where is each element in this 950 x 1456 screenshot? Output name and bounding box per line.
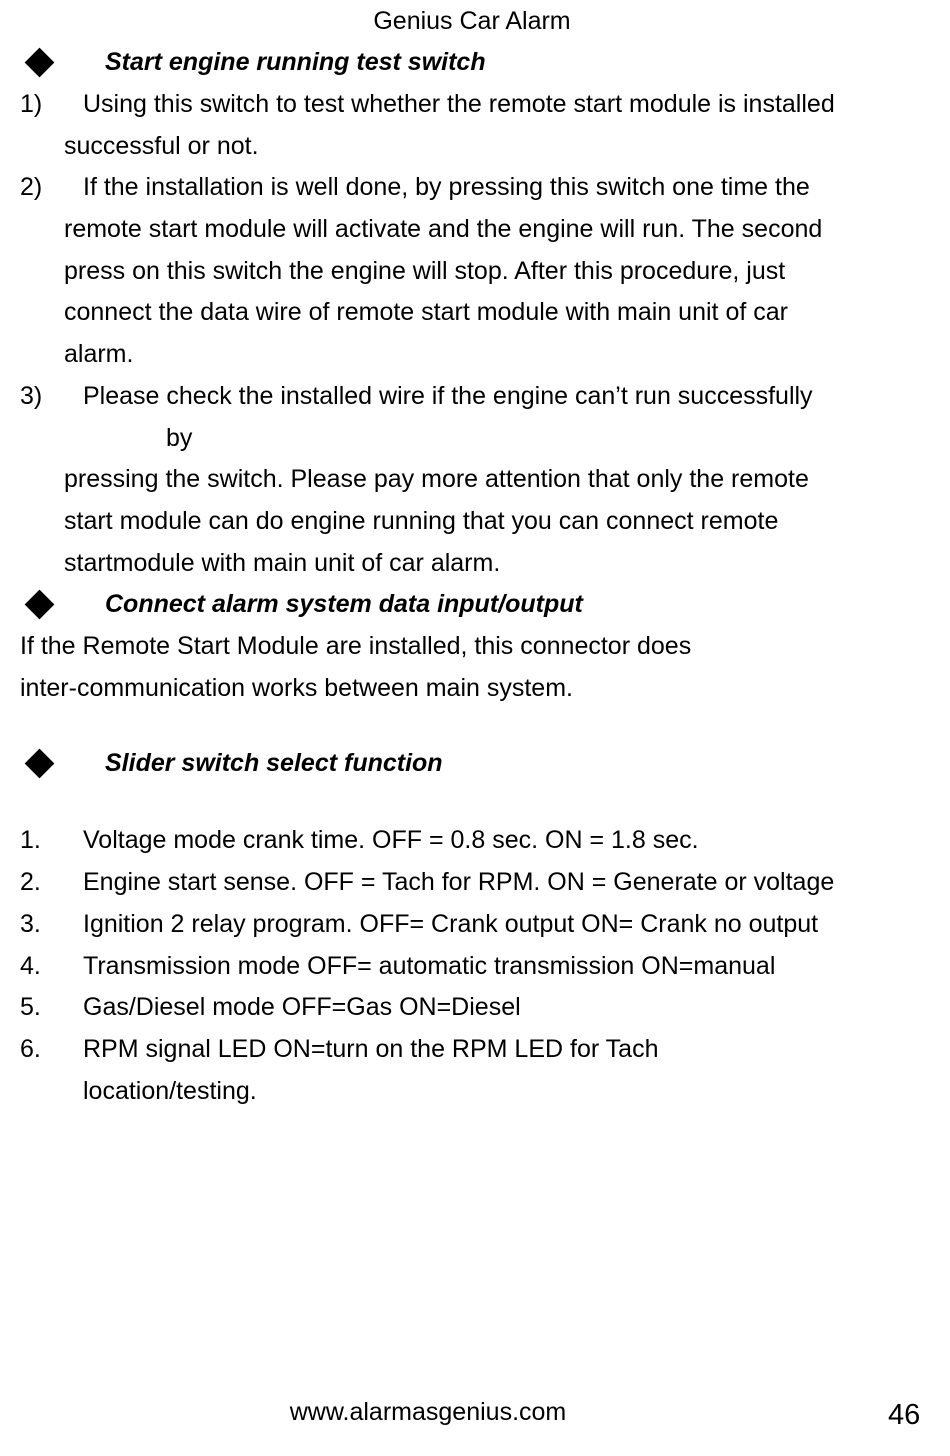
list-item-text: Transmission mode OFF= automatic transmission ON=manual bbox=[83, 952, 776, 980]
list-item-text: by bbox=[166, 424, 193, 452]
list-item-text: Ignition 2 relay program. OFF= Crank output ON= Crank no output bbox=[83, 910, 819, 938]
list-number: 5. bbox=[20, 993, 41, 1021]
list-number: 1. bbox=[20, 826, 41, 854]
list-item-text: Engine start sense. OFF = Tach for RPM. ON = Generate or voltage bbox=[83, 868, 835, 896]
list-item-text: startmodule with main unit of car alarm. bbox=[64, 549, 501, 577]
list-item-text: start module can do engine running that you can connect remote bbox=[64, 507, 779, 535]
paragraph-text: inter-communication works between main system. bbox=[20, 674, 573, 702]
section-heading-slider-switch bbox=[22, 742, 443, 784]
list-number: 6. bbox=[20, 1035, 41, 1063]
list-number: 3. bbox=[20, 910, 41, 938]
paragraph-text: If the Remote Start Module are installed, this connector does bbox=[20, 632, 692, 660]
section-heading-connect-alarm bbox=[22, 583, 583, 625]
list-item-text: connect the data wire of remote start module with main unit of car bbox=[64, 298, 788, 326]
diamond-bullet-icon bbox=[25, 589, 55, 619]
list-item-text: location/testing. bbox=[83, 1077, 257, 1105]
list-number: 1) bbox=[20, 90, 43, 118]
list-item-text: alarm. bbox=[64, 340, 134, 368]
list-item-text: Gas/Diesel mode OFF=Gas ON=Diesel bbox=[83, 993, 521, 1021]
list-item-text: Voltage mode crank time. OFF = 0.8 sec. ON = 1.8 sec. bbox=[83, 826, 699, 854]
list-item-text: If the installation is well done, by pressing this switch one time the bbox=[83, 173, 810, 201]
footer-url: www.alarmasgenius.com bbox=[289, 1398, 567, 1426]
list-number: 2) bbox=[20, 173, 43, 201]
list-number: 4. bbox=[20, 952, 41, 980]
list-item-text: RPM signal LED ON=turn on the RPM LED for Tach bbox=[83, 1035, 659, 1063]
list-item-text: Please check the installed wire if the engine can’t run successfully bbox=[83, 382, 813, 410]
list-number: 2. bbox=[20, 868, 41, 896]
section-heading-text: Connect alarm system data input/output bbox=[105, 590, 583, 618]
diamond-bullet-icon bbox=[25, 47, 55, 77]
list-item-text: Using this switch to test whether the remote start module is installed bbox=[83, 90, 835, 118]
page-number: 46 bbox=[888, 1399, 921, 1431]
list-item-text: successful or not. bbox=[64, 132, 259, 160]
section-heading-start-engine bbox=[22, 41, 486, 83]
page-header-title: Genius Car Alarm bbox=[373, 7, 571, 35]
section-heading-text: Start engine running test switch bbox=[105, 48, 486, 76]
list-item-text: press on this switch the engine will stop. After this procedure, just bbox=[64, 257, 786, 285]
list-item-text: pressing the switch. Please pay more attention that only the remote bbox=[64, 465, 809, 493]
list-item-text: remote start module will activate and the engine will run. The second bbox=[64, 215, 823, 243]
diamond-bullet-icon bbox=[25, 748, 55, 778]
list-number: 3) bbox=[20, 382, 43, 410]
section-heading-text: Slider switch select function bbox=[105, 749, 443, 777]
